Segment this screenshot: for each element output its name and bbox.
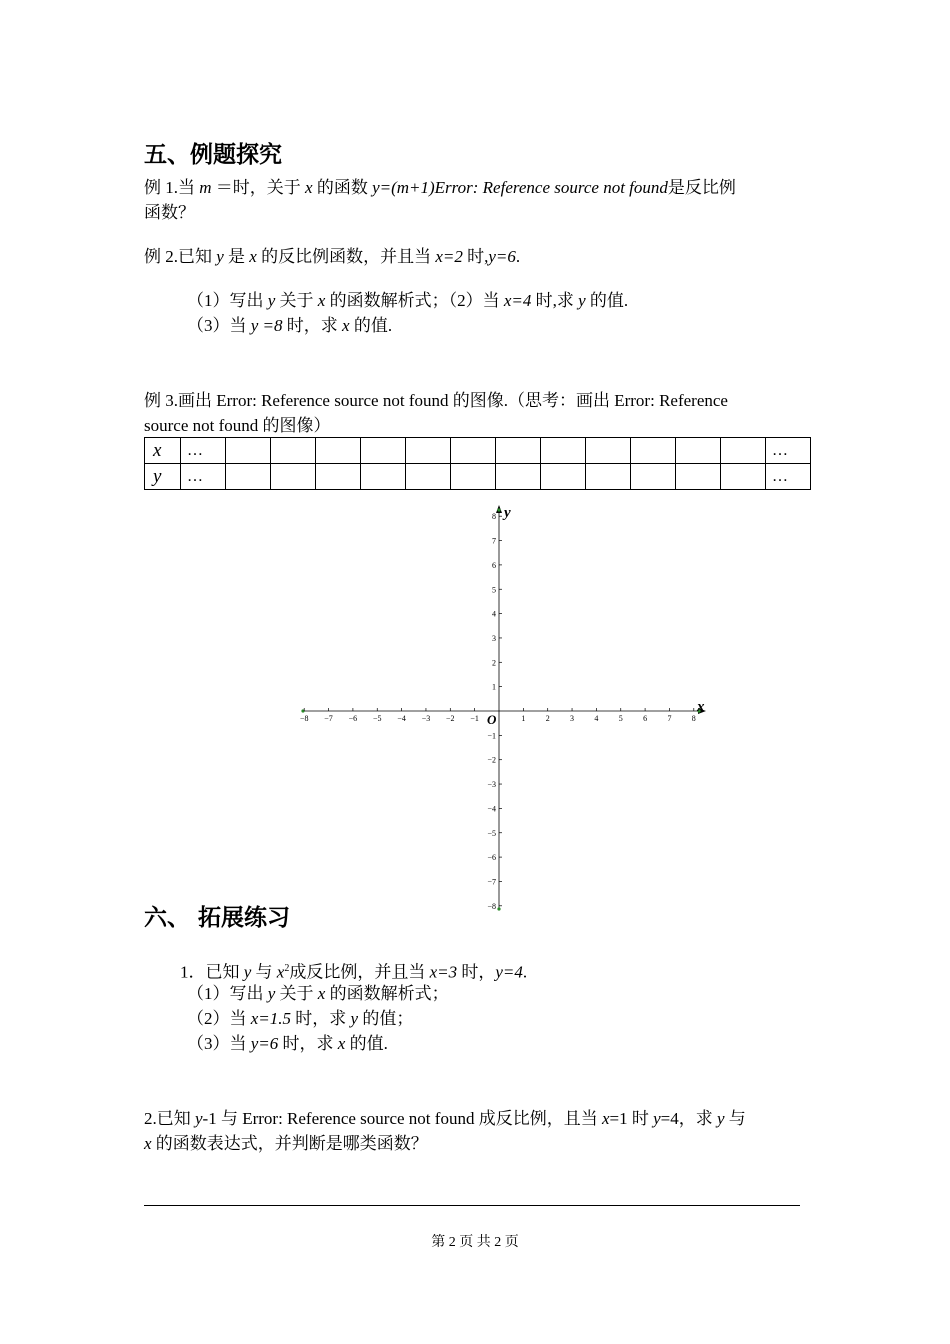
y-tick-label: 7 (492, 536, 496, 546)
section-heading-6: 六、 拓展练习 (144, 905, 291, 931)
practice-2-line-1: 2.已知 y-1 与 Error: Reference source not found 成反比例，且当 x=1 时 y=4，求 y 与 (144, 1109, 746, 1128)
table-cell-blank (406, 464, 451, 490)
x-tick-label: −8 (299, 714, 309, 723)
table-cell-blank (316, 438, 361, 464)
table-cell-blank (586, 438, 631, 464)
y-tick-label: −2 (487, 755, 496, 765)
table-cell-blank (406, 438, 451, 464)
table-cell-ellipsis: … (181, 438, 226, 464)
x-tick-label: 1 (521, 714, 526, 723)
x-tick-label: 5 (618, 714, 623, 723)
y-axis-label: y (504, 505, 511, 521)
table-cell-blank (226, 464, 271, 490)
practice-1-question-2: （2）当 x=1.5 时，求 y 的值； (187, 1009, 414, 1028)
example-3-line-2: source not found 的图像） (144, 416, 331, 435)
value-table (144, 437, 811, 490)
y-tick-label: 8 (492, 512, 496, 522)
practice-1-line-1: 1．已知 y 与 $x^2$成反比例，并且当 x=3 时，y=4. (180, 962, 528, 982)
table-cell-blank (676, 464, 721, 490)
table-cell-blank (271, 438, 316, 464)
table-cell-blank (541, 464, 586, 490)
axis-endpoint-dot (497, 508, 500, 511)
axis-endpoint-dot (497, 907, 500, 910)
table-row-label: x (145, 438, 181, 464)
example-1-line-1: 例 1.当 m ＝时，关于 x 的函数 y=(m+1)Error: Reference source not found是反比例 (144, 178, 736, 197)
page-number: 第 2 页 共 2 页 (431, 1235, 519, 1250)
table-row-label: y (145, 464, 181, 490)
table-cell-blank (631, 438, 676, 464)
y-tick-label: 1 (492, 682, 496, 692)
x-tick-label: −5 (372, 714, 382, 723)
x-tick-label: 8 (691, 714, 696, 723)
table-cell-blank (676, 438, 721, 464)
example-1-line-2: 函数？ (144, 203, 195, 222)
section-heading-5: 五、例题探究 (144, 142, 282, 168)
y-tick-label: −3 (487, 780, 496, 790)
x-tick-label: 2 (545, 714, 550, 723)
example-2-questions-1-2: （1）写出 y 关于 x 的函数解析式；（2）当 x=4 时,求 y 的值. (187, 291, 629, 310)
table-cell-blank (721, 464, 766, 490)
y-tick-label: 3 (492, 633, 496, 643)
table-cell-blank (721, 438, 766, 464)
example-2-line-1: 例 2.已知 y 是 x 的反比例函数，并且当 x=2 时,y=6. (144, 247, 521, 266)
table-cell-blank (316, 464, 361, 490)
table-cell-blank (586, 464, 631, 490)
example-2-question-3: （3）当 y =8 时，求 x 的值. (187, 316, 393, 335)
x-tick-label: −2 (446, 714, 455, 723)
practice-1-question-1: （1）写出 y 关于 x 的函数解析式； (187, 984, 449, 1003)
table-cell-blank (226, 438, 271, 464)
table-cell-ellipsis: … (181, 464, 226, 490)
table-cell-ellipsis: … (766, 464, 811, 490)
y-tick-label: −1 (487, 731, 496, 741)
x-tick-label: 4 (594, 714, 599, 723)
table-row-y (145, 464, 811, 490)
x-axis-label: x (697, 699, 705, 715)
y-tick-label: 5 (492, 585, 496, 595)
broken-formula-reference: y=(m+1)Error: Reference source not found (372, 178, 668, 197)
y-tick-label: 4 (492, 609, 496, 619)
table-cell-blank (451, 464, 496, 490)
example-3-line-1: 例 3.画出 Error: Reference source not found 的图像.（思考：画出 Error: Reference (144, 391, 728, 410)
practice-2-line-2: x 的函数表达式，并判断是哪类函数？ (144, 1134, 428, 1153)
x-tick-label: −4 (397, 714, 406, 723)
x-tick-label: −1 (470, 714, 479, 723)
x-tick-label: 6 (643, 714, 648, 723)
table-cell-blank (271, 464, 316, 490)
table-cell-ellipsis: … (766, 438, 811, 464)
x-tick-label: 3 (570, 714, 575, 723)
table-cell-blank (541, 438, 586, 464)
table-row-x (145, 438, 811, 464)
table-cell-blank (361, 438, 406, 464)
y-tick-label: −4 (487, 804, 496, 814)
table-cell-blank (496, 438, 541, 464)
y-tick-label: −7 (487, 877, 496, 887)
x-tick-label: −6 (348, 714, 358, 723)
table-cell-blank (361, 464, 406, 490)
y-tick-label: −8 (487, 901, 496, 911)
x-tick-label: −7 (324, 714, 333, 723)
x-tick-label: −3 (421, 714, 431, 723)
y-tick-label: −6 (487, 853, 496, 863)
table-cell-blank (631, 464, 676, 490)
y-tick-label: −5 (487, 828, 496, 838)
footer-rule (144, 1205, 800, 1206)
coordinate-plane (290, 500, 720, 920)
table-cell-blank (451, 438, 496, 464)
origin-label: O (487, 712, 497, 727)
y-tick-label: 6 (492, 560, 496, 570)
table-cell-blank (496, 464, 541, 490)
practice-1-question-3: （3）当 y=6 时，求 x 的值. (187, 1034, 388, 1053)
x-tick-label: 7 (667, 714, 672, 723)
y-tick-label: 2 (492, 658, 496, 668)
